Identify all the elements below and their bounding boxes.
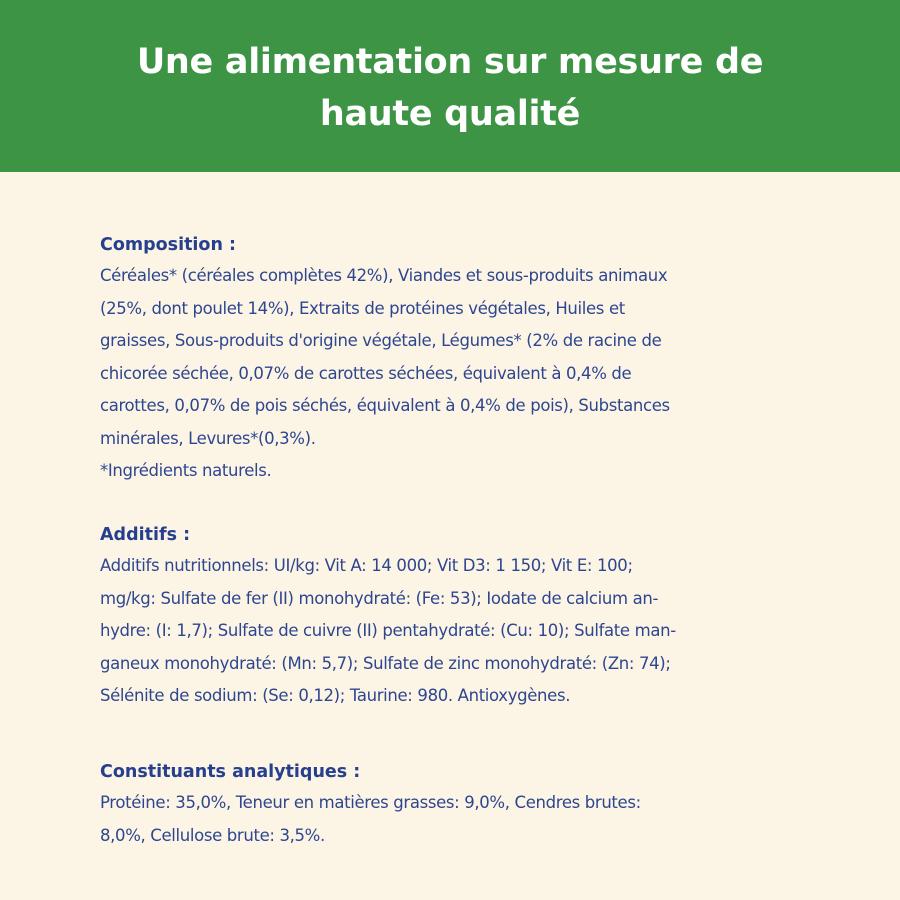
additifs-line: Sélénite de sodium: (Se: 0,12); Taurine: 980. Antioxygènes. bbox=[100, 686, 571, 705]
additifs-section bbox=[100, 520, 676, 713]
additifs-line: Additifs nutritionnels: UI/kg: Vit A: 14 000; Vit D3: 1 150; Vit E: 100; bbox=[100, 556, 633, 575]
title-banner bbox=[0, 0, 900, 172]
analytical-section bbox=[100, 757, 641, 852]
page-title-line: haute qualité bbox=[319, 94, 581, 134]
composition-line: carottes, 0,07% de pois séchés, équivalent à 0,4% de pois), Substances bbox=[100, 396, 670, 415]
composition-section bbox=[100, 230, 670, 488]
composition-line: (25%, dont poulet 14%), Extraits de protéines végétales, Huiles et bbox=[100, 298, 625, 318]
composition-footnote: *Ingrédients naturels. bbox=[100, 461, 272, 480]
composition-heading: Composition : bbox=[100, 235, 237, 255]
additifs-heading: Additifs : bbox=[100, 525, 191, 545]
composition-line: graisses, Sous-produits d'origine végétale, Légumes* (2% de racine de bbox=[100, 331, 662, 350]
analytical-line: 8,0%, Cellulose brute: 3,5%. bbox=[100, 825, 325, 845]
additifs-line: mg/kg: Sulfate de fer (II) monohydraté: (Fe: 53); Iodate de calcium an- bbox=[100, 588, 659, 608]
analytical-heading: Constituants analytiques : bbox=[100, 762, 361, 782]
page-title-line: Une alimentation sur mesure de bbox=[136, 42, 764, 82]
additifs-line: ganeux monohydraté: (Mn: 5,7); Sulfate de zinc monohydraté: (Zn: 74); bbox=[100, 653, 671, 673]
analytical-text bbox=[100, 787, 641, 852]
page-title bbox=[137, 36, 763, 140]
additifs-text bbox=[100, 550, 676, 713]
composition-line: minérales, Levures*(0,3%). bbox=[100, 428, 316, 448]
composition-line: Céréales* (céréales complètes 42%), Viandes et sous-produits animaux bbox=[100, 266, 668, 285]
composition-text bbox=[100, 260, 670, 488]
composition-line: chicorée séchée, 0,07% de carottes séchées, équivalent à 0,4% de bbox=[100, 363, 632, 383]
additifs-line: hydre: (I: 1,7); Sulfate de cuivre (II) pentahydraté: (Cu: 10); Sulfate man- bbox=[100, 621, 676, 640]
analytical-line: Protéine: 35,0%, Teneur en matières grasses: 9,0%, Cendres brutes: bbox=[100, 793, 641, 812]
